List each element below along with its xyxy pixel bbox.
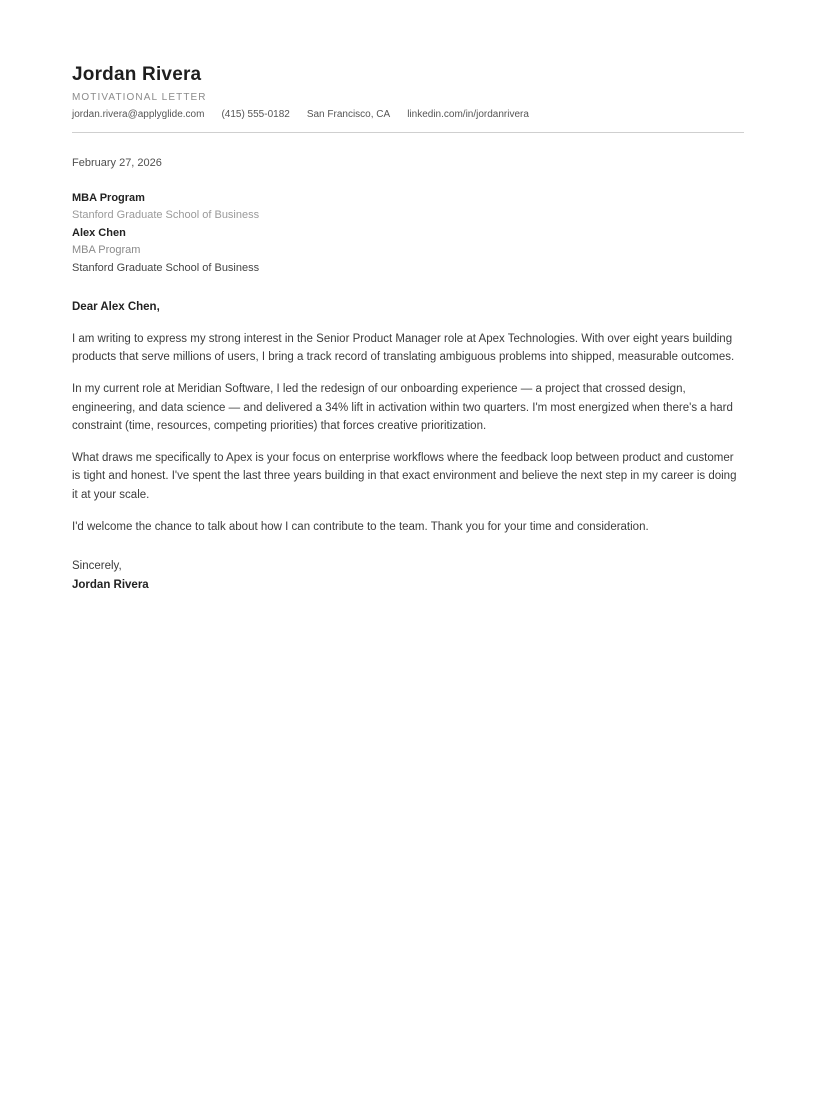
recipient-block <box>72 190 744 278</box>
closing-phrase: Sincerely, <box>72 560 122 573</box>
contact-phone: (415) 555-0182 <box>221 108 290 120</box>
paragraph-3: What draws me specifically to Apex is your focus on enterprise workflows where the feedback loop between product and customer is tight and honest. I've spent the last three years building in that exact environment and believe the next step in my career is doing it at your scale. <box>72 451 737 502</box>
letter-date: February 27, 2026 <box>72 156 162 169</box>
applicant-name: Jordan Rivera <box>72 64 202 85</box>
contact-linkedin: linkedin.com/in/jordanrivera <box>407 108 529 120</box>
document-type-label: MOTIVATIONAL LETTER <box>72 91 207 103</box>
paragraph-1: I am writing to express my strong interest in the Senior Product Manager role at Apex Technologies. With over eight years building products that serve millions of users, I bring a track record of translating ambiguous problems into shipped, measurable outcomes. <box>72 332 735 364</box>
recipient-organization: Stanford Graduate School of Business <box>72 261 260 274</box>
recipient-school: Stanford Graduate School of Business <box>72 209 260 222</box>
paragraph-4: I'd welcome the chance to talk about how I can contribute to the team. Thank you for your time and consideration. <box>72 520 649 533</box>
paragraph-2: In my current role at Meridian Software, I led the redesign of our onboarding experience — a project that crossed design, engineering, and data science — and delivered a 34% lift in activation within two quarters. I'm most energized when there's a hard constraint (time, resources, competing priorities) that forces creative prioritization. <box>72 383 733 433</box>
recipient-title: MBA Program <box>72 244 141 257</box>
contact-email: jordan.rivera@applyglide.com <box>72 108 205 120</box>
closing-block <box>72 557 744 594</box>
contact-row <box>72 109 744 120</box>
contact-location: San Francisco, CA <box>306 108 391 120</box>
header-divider <box>72 132 744 133</box>
signature-name: Jordan Rivera <box>72 578 149 591</box>
recipient-program: MBA Program <box>72 191 145 204</box>
letter-header <box>72 64 744 133</box>
letter-body <box>72 157 744 595</box>
salutation: Dear Alex Chen, <box>72 301 160 314</box>
recipient-name: Alex Chen <box>72 226 126 239</box>
